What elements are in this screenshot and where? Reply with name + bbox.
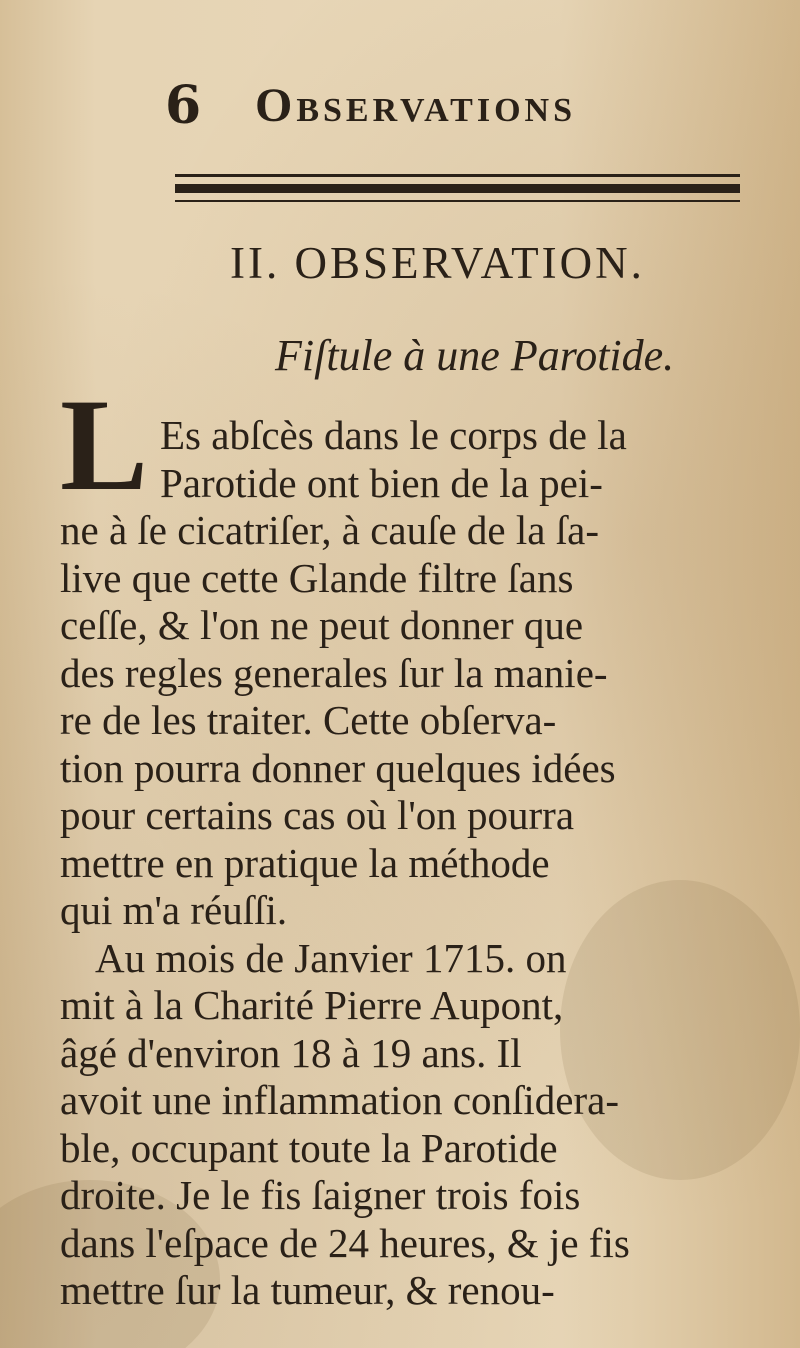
text-line: avoit une inflammation conſidera- bbox=[60, 1077, 620, 1123]
text-line: Parotide ont bien de la pei- bbox=[160, 459, 603, 506]
text-line: ble, occupant toute la Parotide bbox=[60, 1124, 558, 1171]
text-line: mettre en pratique la méthode bbox=[60, 839, 550, 886]
text-line: Au mois de Janvier 1715. on bbox=[95, 934, 567, 981]
section-subtitle: Fiſtule à une Parotide. bbox=[275, 331, 675, 380]
text-line: pour certains cas où l'on pourra bbox=[60, 792, 575, 838]
section-title: II. OBSERVATION. bbox=[230, 238, 645, 288]
page-number: 6 bbox=[165, 74, 202, 136]
text-line: droite. Je le fis ſaigner trois fois bbox=[60, 1172, 581, 1218]
text-line: Es abſcès dans le corps de la bbox=[160, 412, 627, 458]
text-line: dans l'eſpace de 24 heures, & je fis bbox=[60, 1219, 630, 1266]
text-line: âgé d'environ 18 à 19 ans. Il bbox=[60, 1029, 522, 1076]
text-line: des regles generales ſur la manie- bbox=[60, 649, 608, 696]
running-head: Observations bbox=[255, 78, 576, 132]
text-line: ceſſe, & l'on ne peut donner que bbox=[60, 602, 584, 648]
text-line: mettre ſur la tumeur, & renou- bbox=[60, 1267, 555, 1313]
text-line: qui m'a réuſſi. bbox=[60, 887, 288, 933]
text-line: live que cette Glande filtre ſans bbox=[60, 554, 574, 601]
text-line: ne à ſe cicatriſer, à cauſe de la ſa- bbox=[60, 507, 599, 553]
text-line: re de les traiter. Cette obſerva- bbox=[60, 697, 557, 743]
text-line: mit à la Charité Pierre Aupont, bbox=[60, 982, 564, 1028]
drop-cap: L bbox=[60, 371, 149, 518]
text-line: tion pourra donner quelques idées bbox=[60, 744, 616, 791]
